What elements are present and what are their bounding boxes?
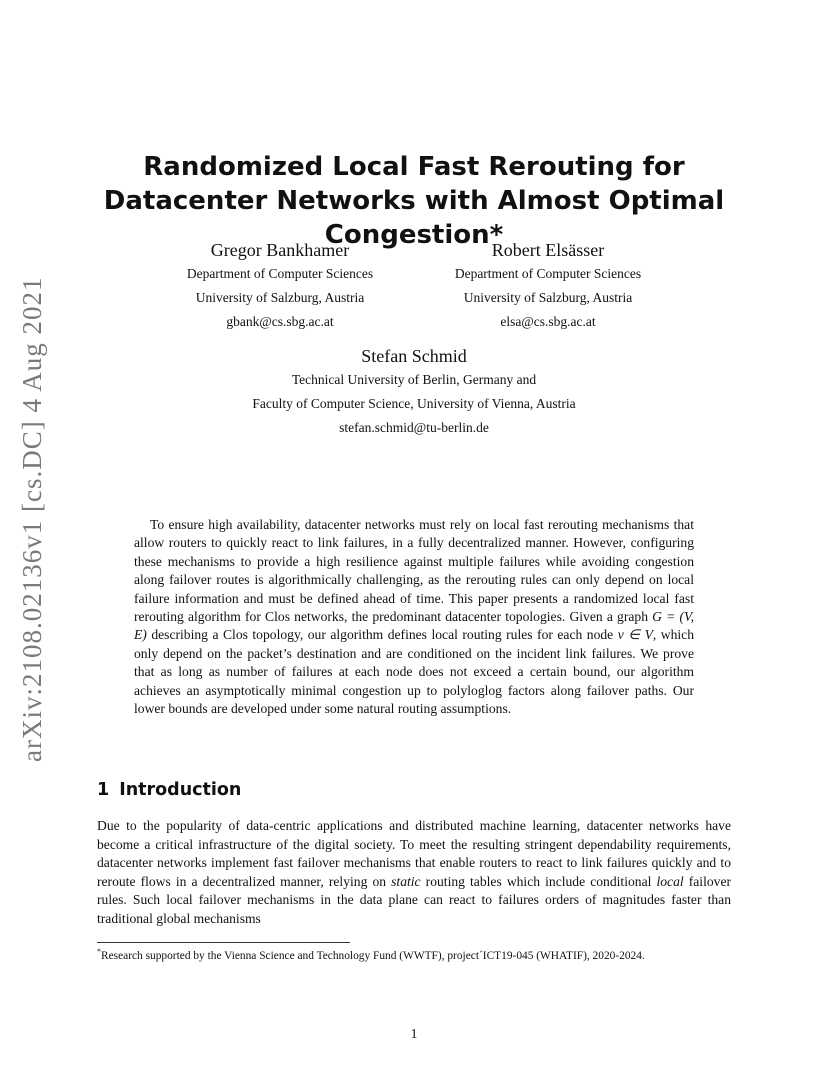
author-block-1 bbox=[160, 238, 400, 334]
author-name: Robert Elsässer bbox=[491, 240, 605, 260]
abstract bbox=[134, 516, 694, 718]
footnote-text: Research supported by the Vienna Science and Technology Fund (WWTF), project´ICT19-045 (WHATIF), 2020-2024. bbox=[101, 950, 645, 962]
author-affiliation: Department of Computer Sciences bbox=[186, 266, 374, 281]
abstract-math: v ∈ V bbox=[617, 627, 653, 643]
paper-title: Randomized Local Fast Rerouting for Datacenter Networks with Almost Optimal Congestion* bbox=[103, 152, 725, 250]
author-email: gbank@cs.sbg.ac.at bbox=[226, 314, 334, 329]
footnote bbox=[97, 948, 731, 965]
abstract-text: , which only depend on the packet’s destination and are conditioned on the incident link failures. We prove that as long as number of failures at each node does not exceed a certain bound, our algorithm achieves an asymptotically minimal congestion up to polyloglog factors along failover paths. Our lower bounds are developed under some natural routing assumptions. bbox=[134, 627, 694, 717]
section-number: 1 bbox=[97, 780, 110, 800]
abstract-text: To ensure high availability, datacenter networks must rely on local fast rerouting mechanisms that allow routers to quickly react to link failures, in a fully decentralized manner. However, configuring these mechanisms to provide a high resilience against multiple failures while avoiding congestion along failover routes is algorithmically challenging, as the rerouting rules can only depend on local failure information and must be defined ahead of time. This paper presents a randomized local fast rerouting algorithm for Clos networks, the predominant datacenter topologies. Given a graph bbox=[134, 517, 694, 625]
body-text: Due to the popularity of data-centric applications and distributed machine learning, datacenter networks have become a critical infrastructure of the digital society. To meet the resulting stringent dependability requirements, datacenter networks implement fast failover mechanisms that enable routers to react to link failures quickly and to reroute flows in a decentralized manner, relying on bbox=[97, 818, 731, 889]
abstract-math: G = (V, E) bbox=[134, 609, 694, 643]
author-affiliation: Technical University of Berlin, Germany and bbox=[291, 372, 537, 387]
author-email: elsa@cs.sbg.ac.at bbox=[500, 314, 596, 329]
author-name: Gregor Bankhamer bbox=[210, 240, 350, 260]
introduction-paragraph bbox=[97, 817, 731, 928]
author-email: stefan.schmid@tu-berlin.de bbox=[339, 420, 489, 435]
section-heading bbox=[97, 778, 241, 802]
emphasis-text: local bbox=[656, 873, 684, 889]
body-text: routing tables which include conditional bbox=[420, 873, 657, 889]
emphasis-text: static bbox=[391, 873, 421, 889]
footnote-mark: * bbox=[97, 947, 101, 957]
footnote-divider bbox=[97, 942, 350, 943]
author-affiliation: Faculty of Computer Science, University of Vienna, Austria bbox=[252, 396, 576, 411]
page-number: 1 bbox=[410, 1026, 418, 1041]
section-title: Introduction bbox=[119, 780, 242, 800]
author-name: Stefan Schmid bbox=[361, 346, 467, 366]
author-affiliation: University of Salzburg, Austria bbox=[463, 290, 633, 305]
author-affiliation: Department of Computer Sciences bbox=[454, 266, 642, 281]
author-affiliation: University of Salzburg, Austria bbox=[195, 290, 365, 305]
author-block-3 bbox=[180, 344, 648, 440]
author-block-2 bbox=[428, 238, 668, 334]
arxiv-identifier-stamp: arXiv:2108.02136v1 [cs.DC] 4 Aug 2021 bbox=[17, 276, 47, 762]
abstract-text: describing a Clos topology, our algorithm defines local routing rules for each node bbox=[146, 627, 618, 643]
body-text: failover rules. Such local failover mechanisms in the data plane can react to failures orders of magnitudes faster than traditional global mechanisms bbox=[97, 873, 732, 926]
